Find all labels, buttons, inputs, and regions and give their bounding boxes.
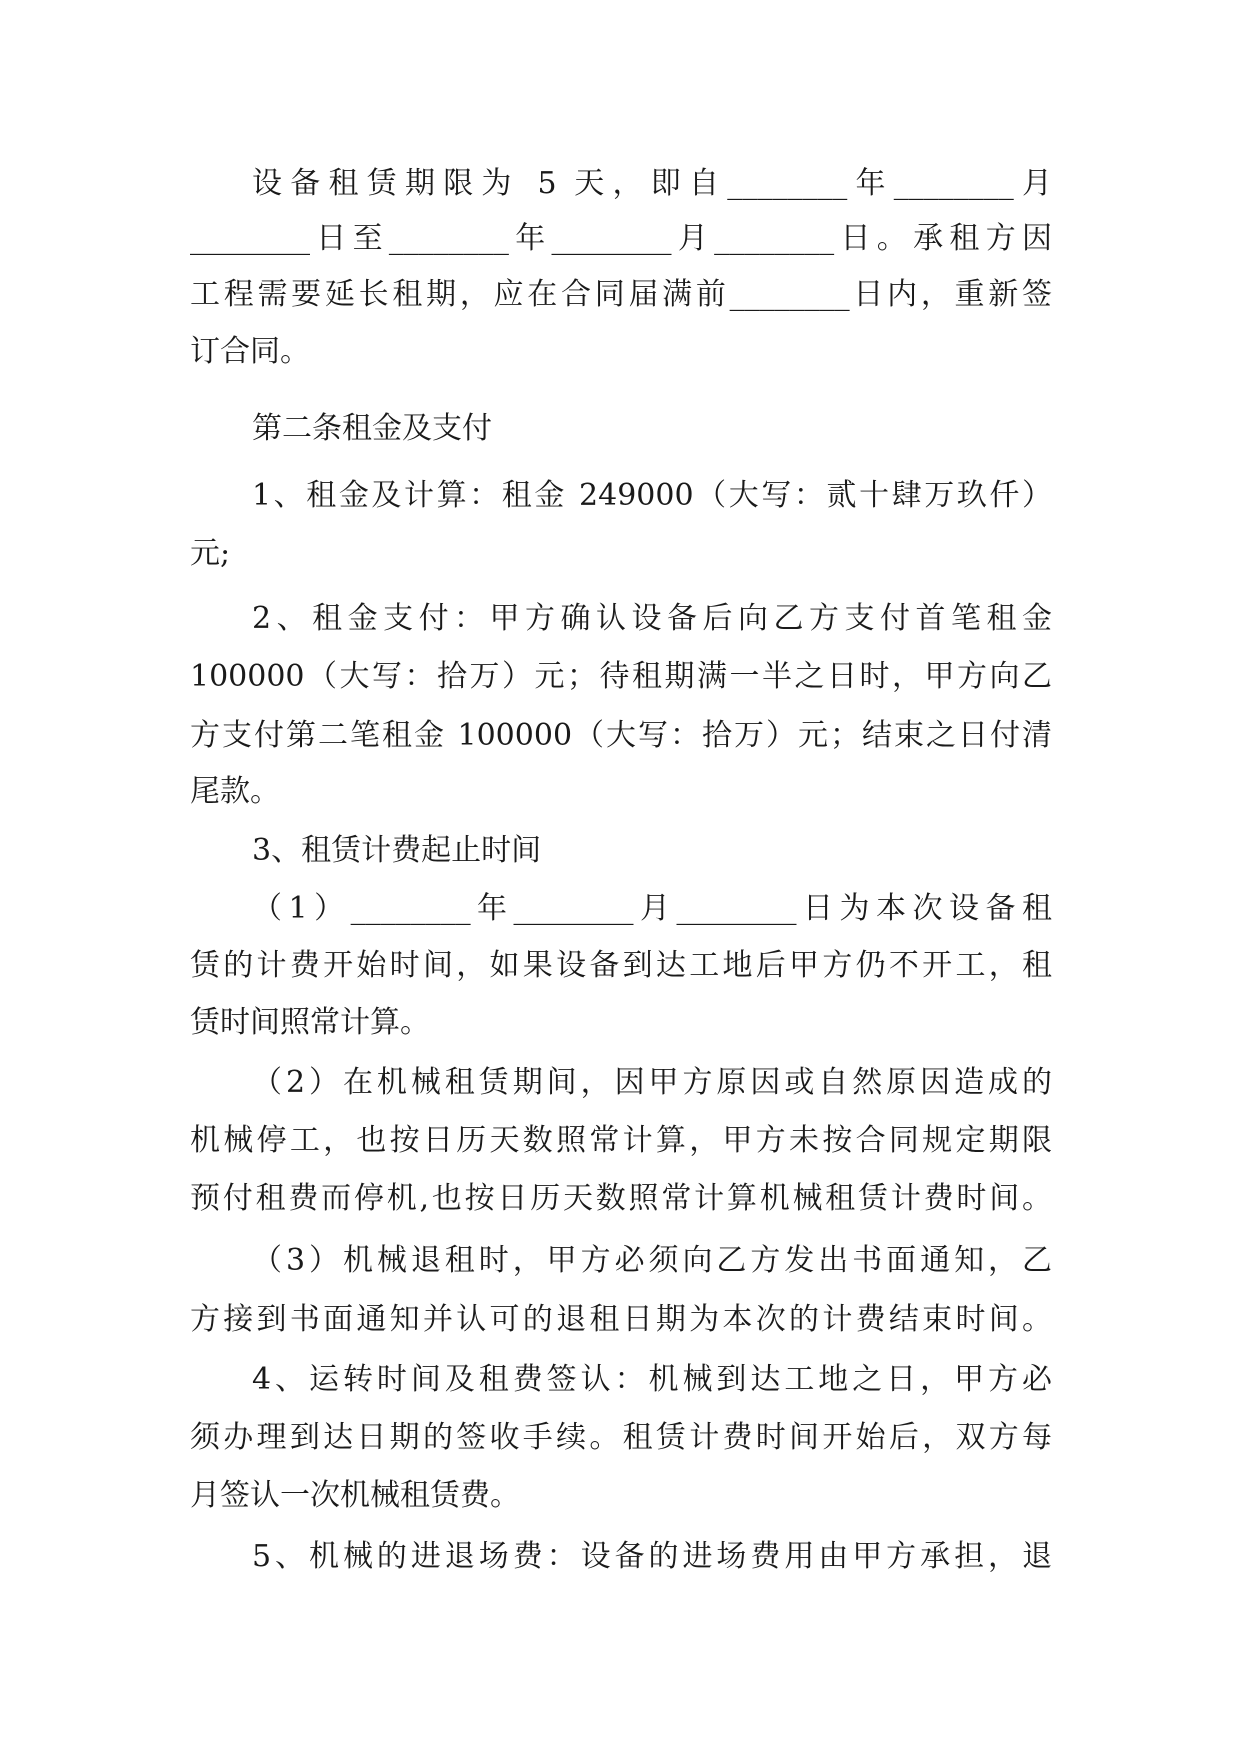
- text-line: 方支付第二笔租金 100000（大写：拾万）元；结束之日付清: [190, 718, 1052, 753]
- text-line: 赁的计费开始时间，如果设备到达工地后甲方仍不开工，租: [190, 948, 1052, 983]
- section-heading: 第二条租金及支付: [252, 411, 492, 446]
- text-line: 须办理到达日期的签收手续。租赁计费时间开始后，双方每: [190, 1420, 1052, 1455]
- text-line: （1）________年________月________日为本次设备租: [252, 891, 1052, 926]
- text-line: 5、机械的进退场费：设备的进场费用由甲方承担，退: [252, 1539, 1052, 1574]
- text-line: 元;: [190, 536, 231, 571]
- text-line: 机械停工，也按日历天数照常计算，甲方未按合同规定期限: [190, 1123, 1052, 1158]
- text-line: 2、租金支付：甲方确认设备后向乙方支付首笔租金: [252, 601, 1052, 636]
- text-line: 月签认一次机械租赁费。: [190, 1478, 520, 1513]
- text-line: 设备租赁期限为 5 天，即自________年________月: [252, 166, 1052, 201]
- text-line: 赁时间照常计算。: [190, 1005, 430, 1040]
- text-line: 100000（大写：拾万）元；待租期满一半之日时，甲方向乙: [190, 659, 1052, 694]
- text-line: 订合同。: [190, 334, 310, 369]
- text-line: 3、租赁计费起止时间: [252, 833, 542, 868]
- text-line: ________日至________年________月________日。承租方因: [190, 221, 1052, 256]
- text-line: （3）机械退租时，甲方必须向乙方发出书面通知，乙: [252, 1243, 1052, 1278]
- text-line: 尾款。: [190, 774, 280, 809]
- text-line: 工程需要延长租期，应在合同届满前________日内，重新签: [190, 277, 1052, 312]
- text-line: （2）在机械租赁期间，因甲方原因或自然原因造成的: [252, 1065, 1052, 1100]
- text-line: 方接到书面通知并认可的退租日期为本次的计费结束时间。: [190, 1302, 1052, 1337]
- text-line: 1、租金及计算：租金 249000（大写：贰十肆万玖仟）: [252, 478, 1052, 513]
- text-line: 预付租费而停机,也按日历天数照常计算机械租赁计费时间。: [190, 1181, 1052, 1216]
- text-line: 4、运转时间及租费签认：机械到达工地之日，甲方必: [252, 1362, 1052, 1397]
